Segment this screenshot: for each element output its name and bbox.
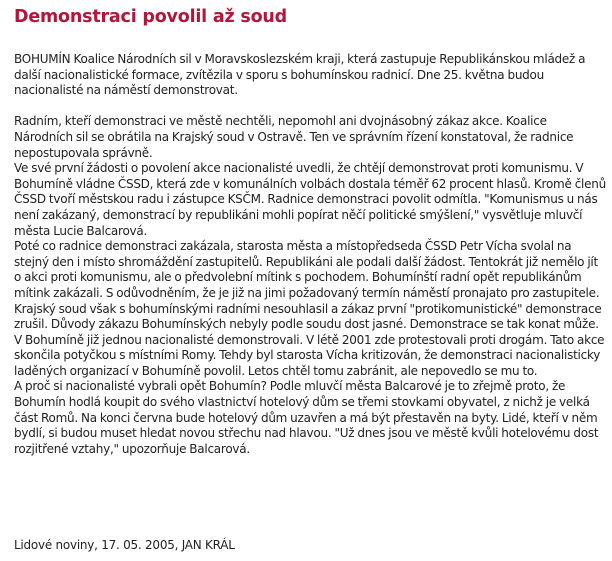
dateline-place: BOHUMÍN — [14, 52, 71, 66]
paragraph: Ve své první žádosti o povolení akce nacionalisté uvedli, že chtějí demonstrovat proti komunismu. V Bohumíně vládne ČSSD, která zde v komunálních volbách dostala téměř 62 procent hlasů. Kromě členů ČSSD tvoří městskou radu i zástupce KSČM. Radnice demonstraci povolit odmítla. "Komunismus u nás není zakázaný, demonstrací by republikáni mohli popírat něčí politické smýšlení," vysvětluje mluvčí města Lucie Balcarová. — [14, 161, 606, 238]
paragraph: Radním, kteří demonstraci ve městě nechtěli, nepomohl ani dvojnásobný zákaz akce. Koalice Národních sil se obrátila na Krajský soud v Ostravě. Ten ve správním řízení konstatoval, že radnice nepostupovala správně. — [14, 114, 574, 160]
lead-paragraph — [14, 52, 606, 99]
paragraph: Krajský soud však s bohumínskými radními nesouhlasil a zákaz první "protikomunistické" demonstrace zrušil. Důvody zákazu Bohumínských nebyly podle soudu dost jasné. Demonstrace se tak konat může. — [14, 301, 602, 332]
paragraph: V Bohumíně již jednou nacionalisté demonstrovali. V létě 2001 zde protestovali proti drogám. Tato akce skončila potyčkou s místními Romy. Tehdy byl starosta Vícha kritizován, že demonstraci nacionalisticky laděných organizací v Bohumíně povolil. Letos chtěl tomu zabránit, ale nepovedlo se mu to. — [14, 332, 605, 378]
lead-text: Koalice Národních sil v Moravskoslezském kraji, která zastupuje Republikánskou mládež a další nacionalistické formace, zvítězila v sporu s bohumínskou radnicí. Dne 25. května budou nacionalisté na náměstí demonstrovat. — [14, 52, 586, 98]
paragraph: A proč si nacionalisté vybrali opět Bohumín? Podle mluvčí města Balcarové je to zřejmě proto, že Bohumín hodlá koupit do svého vlastnictví hotelový dům se třemi stovkami obyvatel, z nichž je velká část Romů. Na konci června bude hotelový dům uzavřen a má být přestavěn na byty. Lidé, kteří v něm bydlí, si budou muset hledat novou střechu nad hlavou. "Už dnes jsou ve městě kvůli hotelovému dost rozjitřené vztahy," upozorňuje Balcarová. — [14, 379, 599, 456]
article-body — [14, 52, 606, 457]
source-line: Lidové noviny, 17. 05. 2005, JAN KRÁL — [14, 538, 235, 552]
article-title: Demonstraci povolil až soud — [14, 7, 287, 27]
paragraph: Poté co radnice demonstraci zakázala, starosta města a místopředseda ČSSD Petr Vícha svolal na stejný den i místo shromáždění zastupitelů. Republikáni ale podali další žádost. Tentokrát již nemělo jít o akci proti komunismu, ale o předvolební mítink s pochodem. Bohumínští radní opět republikánům mítink zakázali. S odůvodněním, že je již na jimi požadovaný termín náměstí pronajato pro zastupitele. — [14, 239, 600, 300]
